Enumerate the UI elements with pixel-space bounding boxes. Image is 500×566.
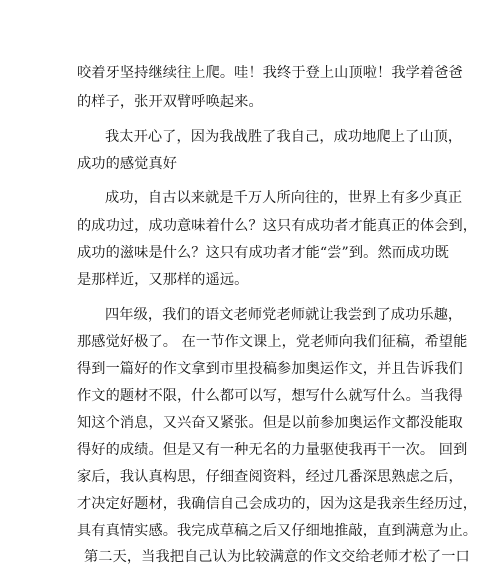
text-line-6: 的成功过，成功意味着什么？这只有成功者才能真正的体会到， — [77, 218, 478, 234]
text-line-2: 的样子，张开双臂呼唤起来。 — [77, 94, 263, 110]
text-line-7: 成功的滋味是什么？这只有成功者才能“尝”到。然而成功既 — [77, 245, 449, 261]
text-line-8: 是那样近，又那样的遥远。 — [77, 272, 249, 288]
text-line-17: 具有真情实感。我完成草稿之后又仔细地推敲，直到满意为止。 — [77, 523, 478, 539]
text-line-3: 我太开心了，因为我战胜了我自己，成功地爬上了山顶， — [105, 129, 463, 145]
text-line-5: 成功，自古以来就是千万人所向往的，世界上有多少真正 — [105, 190, 463, 206]
text-line-16: 才决定好题材，我确信自己会成功的，因为这是我亲生经历过， — [77, 496, 478, 512]
text-line-15: 家后，我认真构思，仔细查阅资料，经过几番深思熟虑之后， — [77, 469, 463, 485]
text-line-4: 成功的感觉真好 — [77, 156, 178, 172]
text-line-13: 知这个消息，又兴奋又紧张。但是以前参加奥运作文都没能取 — [77, 415, 463, 431]
text-line-10: 那感觉好极了。 在一节作文课上，党老师向我们征稿，希望能 — [77, 334, 468, 350]
text-line-11: 得到一篇好的作文拿到市里投稿参加奥运作文，并且告诉我们 — [77, 361, 463, 377]
text-line-18: 第二天，当我把自己认为比较满意的作文交给老师才松了一口 — [84, 549, 470, 565]
text-line-1: 咬着牙坚持继续往上爬。哇！我终于登上山顶啦！我学着爸爸 — [77, 65, 463, 81]
text-line-9: 四年级，我们的语文老师党老师就让我尝到了成功乐趣， — [105, 307, 463, 323]
text-line-14: 得好的成绩。但是又有一种无名的力量驱使我再干一次。 回到 — [77, 442, 468, 458]
text-line-12: 作文的题材不限，什么都可以写，想写什么就写什么。当我得 — [77, 388, 463, 404]
